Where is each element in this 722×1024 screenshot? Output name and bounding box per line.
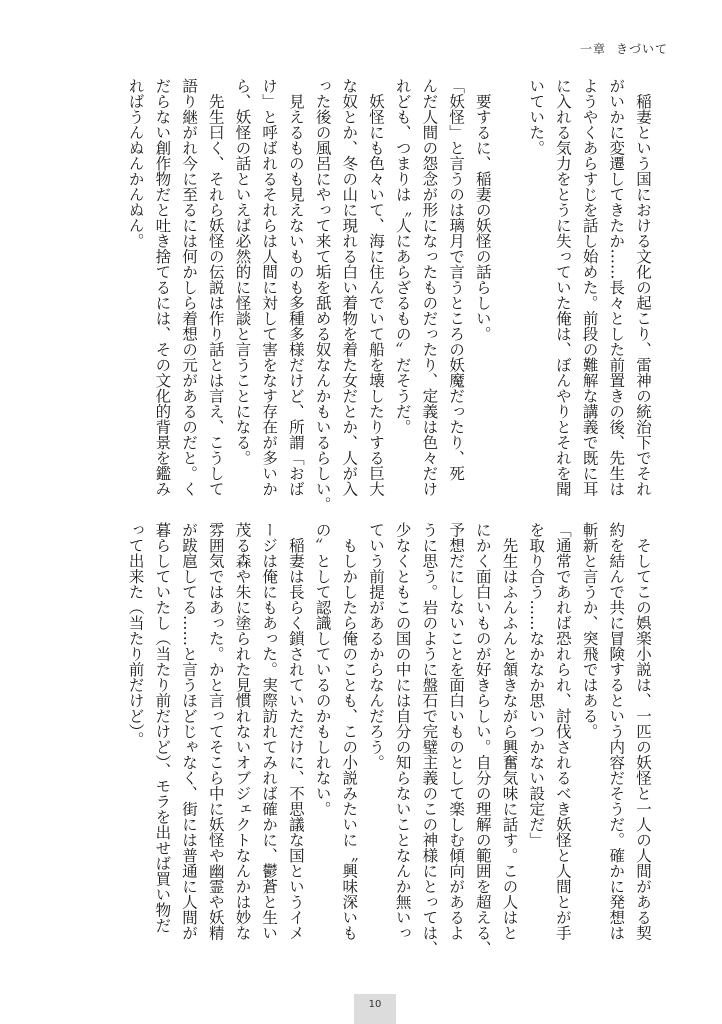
text-line: 雰囲気ではあった。かと言ってそこら中に妖怪や幽霊や妖精 [206, 522, 225, 941]
text-line [496, 78, 523, 503]
text-line: にかく面白いものが好きらしい。自分の理解の範囲を超える、 [473, 522, 492, 956]
text-line: もしかしたら俺のことも、この小説みたいに〝興味深いも [340, 522, 359, 941]
text-line: がいかに変遷してきたか……長々とした前置きの後、先生は [607, 78, 626, 497]
text-line: に入れる気力をとうに失っていた俺は、ぼんやりとそれを聞 [553, 78, 572, 497]
text-line: んだ人間の怨念が形になったものだったり、定義は色々だけ [420, 78, 439, 497]
text-line: 「妖怪」と言うのは璃月で言うところの妖魔だったり、死 [447, 78, 466, 481]
text-line: った後の風呂にやって来て垢を舐める奴なんかもいるらしい。 [313, 78, 332, 512]
chapter-label: 一章 [580, 42, 607, 56]
text-line: 茂る森や朱に塗られた見慣れないオブジェクトなんかは妙な [233, 522, 252, 941]
chapter-title: きづいて [616, 42, 669, 56]
text-line: 稲妻という国における文化の起こり、雷神の統治下でそれ [634, 78, 652, 497]
text-line: な奴とか、冬の山に現れる白い着物を着た女だとか、人が入 [340, 78, 359, 497]
page-number: 10 [354, 994, 396, 1024]
text-line: ージは俺にもあった。実際訪れてみれば確かに、鬱蒼と生い [260, 522, 279, 941]
text-line: ていう前提があるからなんだろう。 [366, 522, 385, 770]
text-line: ら、妖怪の話といえば必然的に怪談と言うことになる。 [233, 78, 252, 466]
text-line: 「通常であれば恐れられ、討伐されるべき妖怪と人間とが手 [553, 522, 572, 941]
text-line: を取り合う……なかなか思いつかない設定だ」 [527, 522, 546, 848]
running-header [580, 40, 669, 57]
upper-text-block [116, 78, 656, 512]
text-line: れども、つまりは〝人にあらざるもの〟だそうだ。 [393, 78, 412, 435]
text-line: いていた。 [527, 78, 546, 156]
text-line: 先生はふんふんと頷きながら興奮気味に話す。この人はと [500, 522, 519, 941]
text-line: 先生曰く、それら妖怪の伝説は作り話とは言え、こうして [206, 78, 225, 497]
text-line: ようやくあらすじを話し始めた。前段の難解な講義で既に耳 [580, 78, 599, 497]
text-line: 要するに、稲妻の妖怪の話らしい。 [473, 78, 492, 342]
text-line: け」と呼ばれるそれらは人間に対して害をなす存在が多いか [260, 78, 279, 497]
text-line: 妖怪にも色々いて、海に住んでいて船を壊したりする巨大 [366, 78, 385, 497]
text-line: が跋扈してる……と言うほどじゃなく、街には普通に人間が [180, 522, 199, 941]
text-line: そしてこの娯楽小説は、一匹の妖怪と一人の人間がある契 [634, 522, 652, 941]
lower-text-block [116, 522, 656, 962]
text-line: 斬新と言うか、突飛ではある。 [580, 522, 599, 739]
text-line: 約を結んで共に冒険するという内容だそうだ。確かに発想は [607, 522, 626, 941]
text-line: 稲妻は長らく鎖されていただけに、不思議な国というイメ [286, 522, 305, 941]
text-line: 見えるものも見えないものも多種多様だけど、所謂「おば [286, 78, 305, 497]
text-line: だらない創作物だと吐き捨てるには、その文化的背景を鑑み [153, 78, 172, 497]
text-line: 少なくともこの国の中には自分の知らないことなんか無いっ [393, 522, 412, 941]
text-line: 予想だにしないことを面白いものとして楽しむ傾向があるよ [447, 522, 466, 941]
text-line: うに思う。岩のように盤石で完璧主義のこの神様にとっては、 [420, 522, 439, 956]
text-line: 暮らしていたし（当たり前だけど）、モラを出せば買い物だ [153, 522, 172, 933]
text-line: の〟として認識しているのかもしれない。 [313, 522, 332, 817]
text-line: って出来た（当たり前だけど）。 [126, 522, 145, 747]
text-line: 語り継がれ今に至るには何かしら着想の元があるのだと。く [180, 78, 199, 497]
text-line: ればうんぬんかんぬん。 [126, 78, 145, 249]
